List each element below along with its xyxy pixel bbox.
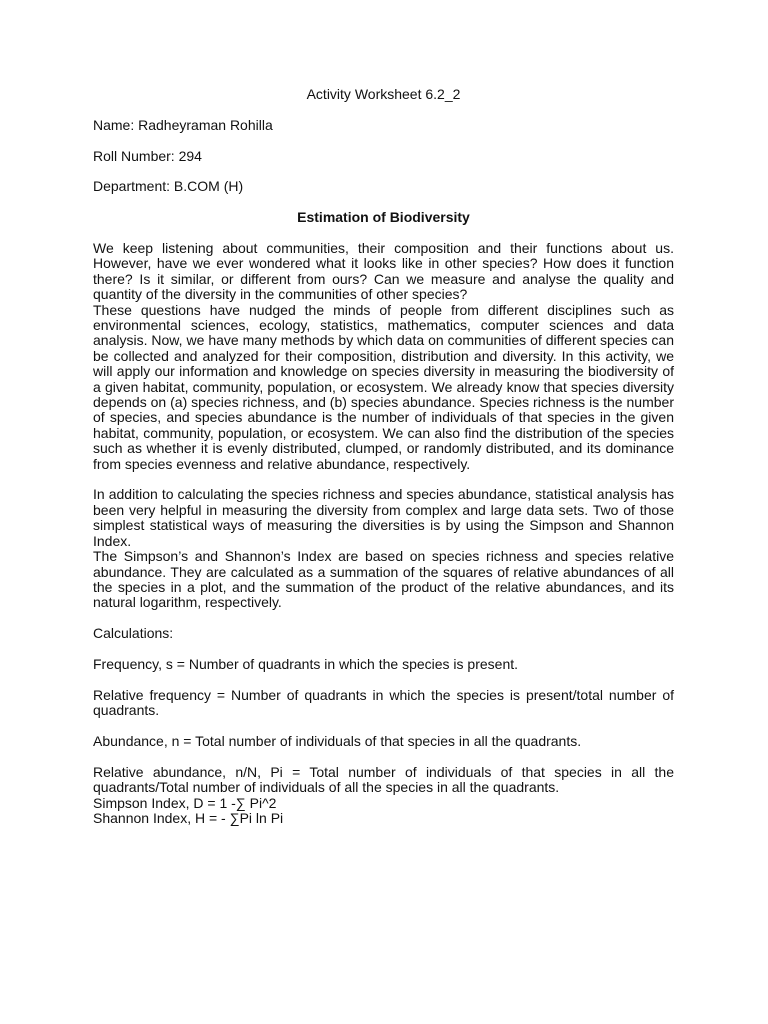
simpson-index-formula: Simpson Index, D = 1 -∑ Pi^2 (93, 794, 277, 811)
shannon-index-formula: Shannon Index, H = - ∑Pi ln Pi (93, 809, 284, 826)
intro-paragraph-4: The Simpson’s and Shannon’s Index are based on species richness and species relative abundance. They are calculated as a summation of the squares of relative abundances of all the species in a plot, and the summation of the product of the relative abundances, and its natural logarithm, respectively. (93, 548, 674, 611)
document-page (93, 87, 674, 826)
intro-paragraph-3: In addition to calculating the species richness and species abundance, statistical analysis has been very helpful in measuring the diversity from complex and large data sets. Two of those simplest statistical ways of measuring the diversities is by using the Simpson and Shannon Index. (93, 486, 674, 549)
student-name: Name: Radheyraman Rohilla (93, 116, 273, 133)
worksheet-title: Activity Worksheet 6.2_2 (306, 86, 461, 102)
department: Department: B.COM (H) (93, 178, 244, 195)
abundance-definition: Abundance, n = Total number of individuals of that species in all the quadrants. (93, 732, 582, 749)
intro-paragraph-1: We keep listening about communities, their composition and their functions about us. However, have we ever wondered what it looks like in other species? How does it function there? Is it similar, or different from ours? Can we measure and analyse the quality and quantity of the diversity in the communities of other species? (93, 239, 674, 303)
relative-frequency-definition: Relative frequency = Number of quadrants in which the species is present/total number of quadrants. (93, 686, 674, 719)
relative-abundance-definition: Relative abundance, n/N, Pi = Total number of individuals of that species in all the quadrants/Total number of individuals of all the species in all the quadrants. (93, 763, 674, 796)
section-heading: Estimation of Biodiversity (297, 209, 470, 226)
calculations-label: Calculations: (93, 625, 174, 642)
frequency-definition: Frequency, s = Number of quadrants in which the species is present. (93, 655, 519, 672)
intro-paragraph-2: These questions have nudged the minds of people from different disciplines such as environmental sciences, ecology, statistics, mathematics, computer sciences and data analysis. Now, we have many methods by which data on communities of different species can be collected and analyzed for their composition, distribution and diversity. In this activity, we will apply our information and knowledge on species diversity in measuring the biodiversity of a given habitat, community, population, or ecosystem. We already know that species diversity depends on (a) species richness, and (b) species abundance. Species richness is the number of species, and species abundance is the number of individuals of that species in the given habitat, community, population, or ecosystem. We can also find the distribution of the species such as whether it is evenly distributed, clumped, or randomly distributed, and its dominance from species evenness and relative abundance, respectively. (93, 301, 674, 472)
roll-number: Roll Number: 294 (93, 147, 202, 164)
